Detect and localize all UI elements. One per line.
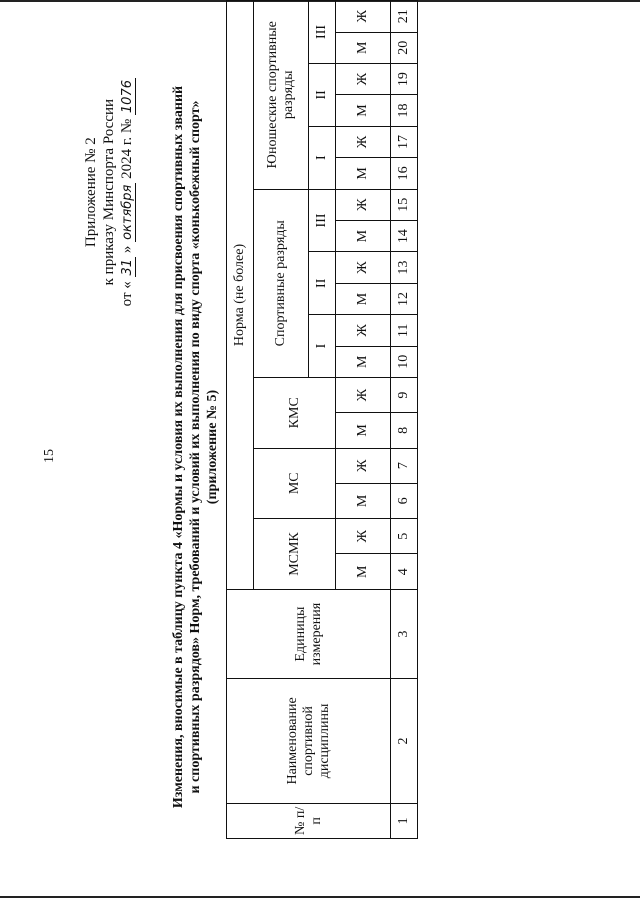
date-year: 2024 г. № [119, 118, 135, 179]
index-cell: 1 [391, 803, 418, 838]
date-month: октября [120, 184, 135, 240]
gender-zh: Ж [336, 63, 391, 94]
gender-m: М [336, 158, 391, 189]
index-cell: 4 [391, 554, 418, 590]
youth-rank-ii: II [309, 63, 336, 126]
gender-zh: Ж [336, 377, 391, 412]
header-sport-ranks: Спортивные разряды [254, 189, 309, 377]
index-cell: 10 [391, 346, 418, 377]
gender-zh: Ж [336, 315, 391, 346]
gender-m: М [336, 283, 391, 314]
gender-m: М [336, 483, 391, 518]
index-cell: 16 [391, 158, 418, 189]
youth-rank-iii: III [309, 1, 336, 64]
index-cell: 5 [391, 518, 418, 554]
gender-m: М [336, 554, 391, 590]
index-cell: 12 [391, 283, 418, 314]
index-cell: 15 [391, 189, 418, 220]
document-heading [170, 55, 221, 839]
index-cell: 7 [391, 448, 418, 483]
appendix-date-line [118, 78, 137, 306]
sport-rank-i: I [309, 315, 336, 378]
sport-rank-iii: III [309, 189, 336, 252]
index-cell: 17 [391, 126, 418, 157]
gender-m: М [336, 32, 391, 63]
header-units: Единицы измерения [227, 590, 391, 679]
gender-zh: Ж [336, 189, 391, 220]
header-ms: МС [254, 448, 336, 518]
header-norm: Норма (не более) [227, 1, 254, 590]
header-msmk: МСМК [254, 518, 336, 589]
index-cell: 21 [391, 1, 418, 33]
index-cell: 2 [391, 679, 418, 804]
appendix-block [82, 78, 137, 306]
gender-m: М [336, 95, 391, 126]
index-row [391, 1, 418, 839]
date-mid: » [119, 245, 135, 254]
order-number: 1076 [120, 80, 135, 114]
gender-m: М [336, 346, 391, 377]
gender-zh: Ж [336, 448, 391, 483]
gender-zh: Ж [336, 126, 391, 157]
appendix-title: Приложение № 2 [83, 137, 99, 248]
heading-line-2: и спортивных разрядов» Норм, требований и условий их выполнения по виду спорта «конькобежный спорт» [188, 100, 203, 794]
heading-line-3: (приложение № 5) [205, 389, 220, 505]
sport-rank-ii: II [309, 252, 336, 315]
page-number: 15 [42, 449, 57, 463]
index-cell: 8 [391, 413, 418, 448]
youth-rank-i: I [309, 126, 336, 189]
date-day: 31 [120, 258, 135, 276]
index-cell: 19 [391, 63, 418, 94]
index-cell: 18 [391, 95, 418, 126]
header-discipline: Наименование спортивной дисциплины [227, 679, 391, 804]
date-prefix: от « [119, 281, 135, 307]
header-num: № п/п [227, 803, 391, 838]
index-cell: 14 [391, 220, 418, 251]
appendix-order-ref: к приказу Минспорта России [101, 98, 117, 286]
header-youth-ranks: Юношеские спортивные разряды [254, 1, 309, 190]
norms-table [226, 0, 418, 839]
gender-m: М [336, 220, 391, 251]
gender-zh: Ж [336, 1, 391, 33]
index-cell: 13 [391, 252, 418, 283]
heading-line-1: Изменения, вносимые в таблицу пункта 4 «Нормы и условия их выполнения для присвоения спортивных званий [171, 85, 186, 809]
index-cell: 6 [391, 483, 418, 518]
index-cell: 11 [391, 315, 418, 346]
index-cell: 3 [391, 590, 418, 679]
index-cell: 9 [391, 377, 418, 412]
gender-m: М [336, 413, 391, 448]
gender-zh: Ж [336, 518, 391, 554]
gender-zh: Ж [336, 252, 391, 283]
index-cell: 20 [391, 32, 418, 63]
header-kms: КМС [254, 377, 336, 448]
